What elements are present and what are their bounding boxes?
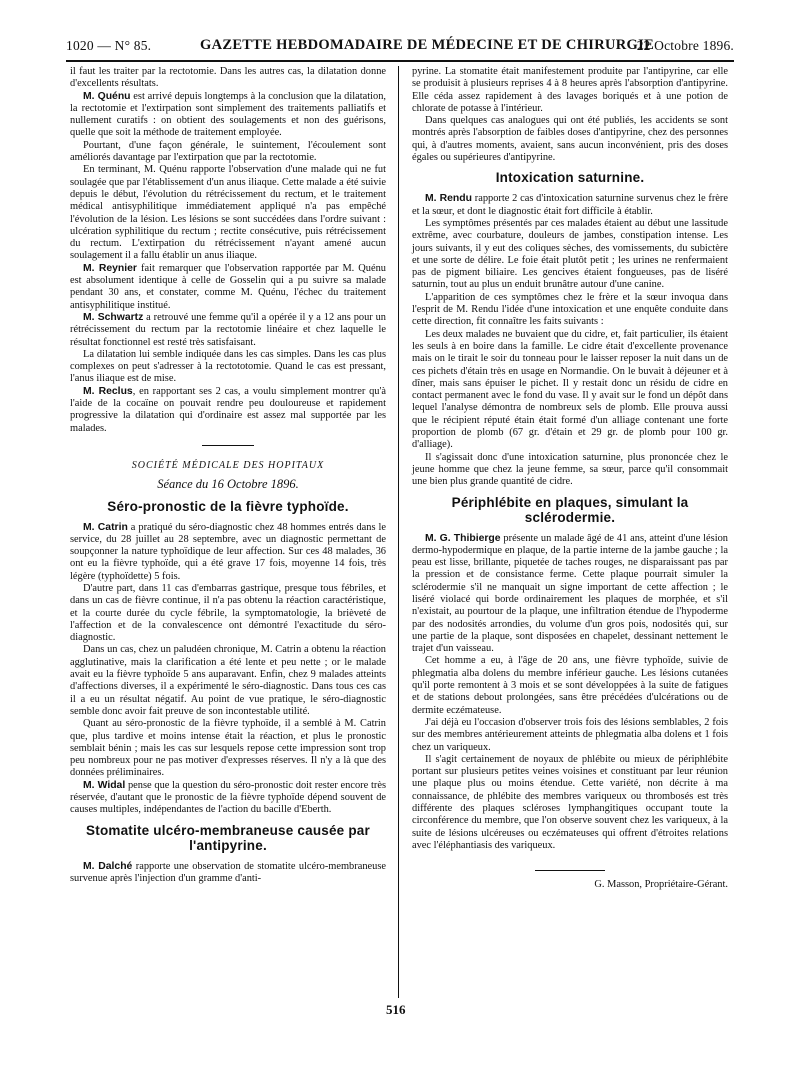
speaker-name: M. G. Thibierge: [425, 532, 501, 544]
paragraph-text: a retrouvé une femme qu'il a opérée il y a 12 ans pour un rétrécissement du rectum par la rectotomie linéaire et chez laquelle le résultat fonctionnel est resté très satisfaisant.: [70, 311, 386, 348]
paragraph: J'ai déjà eu l'occasion d'observer trois fois des lésions semblables, 2 fois sur des membres antérieurement atteints de phlegmatia alba dolens et 1 fois chez un variqueux.: [412, 716, 728, 753]
paragraph: [70, 386, 386, 435]
society-heading: SOCIÉTÉ MÉDICALE DES HOPITAUX: [131, 459, 325, 471]
paragraph: [70, 312, 386, 349]
speaker-name: M. Widal: [83, 779, 126, 791]
speaker-name: M. Reclus: [83, 385, 133, 397]
paragraph-text: rapporte une observation de stomatite ulcéro-membraneuse survenue après l'injection d'un gramme d'anti-: [70, 860, 386, 884]
page-reference: 1020 — N° 85.: [66, 38, 152, 53]
paragraph-text: présente un malade âgé de 41 ans, atteint d'une lésion dermo-hypodermique en plaque, de la partie interne de la jambe gauche ; la peau est lisse, brillante, piquetée de taches rouges, ne disparaissant pas par la pression et de consistance ferme. Cette plaque pourrait simuler la sclérodermie s'il ne manquait un signe important de cette affection ; le liséré violacé qui borde ordinairement les plaques de morphée, et s'il n'existait, au pourtour de la plaque, une infiltration étendue de l'hypoderme par des nodosités arrondies, du volume d'un gros pois, nodosités qui, sur une partie de la plaque, sont disposées en chapelet, dessinant nettement le trajet d'un vaisseau.: [412, 532, 728, 655]
paragraph: D'autre part, dans 11 cas d'embarras gastrique, presque tous fébriles, et dans un cas de fièvre continue, il n'a pas obtenu la réaction caractéristique, et la courte durée du cycle fébrile, la symptomatologie, la brièveté de l'affection et de la convalescence ont démontré l'exactitude du séro-diagnostic.: [70, 582, 386, 644]
paragraph: [412, 533, 728, 656]
paragraph-text: fait remarquer que l'observation rapportée par M. Quénu est absolument identique à celle de Gosselin qui a pu suivre sa malade pendant 30 ans, et constater, comme M. Quénu, l'échec du traitement antisyphilitique institué.: [70, 262, 387, 311]
paragraph: pyrine. La stomatite était manifestement produite par l'antipyrine, car elle se produisit à plusieurs reprises 4 à 8 heures après l'absorption d'antipyrine. Elle céda assez rapidement à des lavages boriqués et à une potion de chlorate de potasse à l'intérieur.: [412, 66, 728, 114]
running-header: [66, 36, 734, 58]
section-separator: [202, 445, 254, 446]
paragraph: [70, 91, 386, 140]
section-heading: Intoxication saturnine.: [495, 170, 645, 186]
publisher-signature: G. Masson, Propriétaire-Gérant.: [594, 879, 728, 891]
column-divider: [398, 66, 399, 998]
header-rule: [66, 60, 734, 62]
speaker-name: M. Quénu: [83, 90, 131, 102]
paragraph: L'apparition de ces symptômes chez le frère et la sœur invoqua dans l'esprit de M. Rendu l'idée d'une intoxication et une enquête conduite dans cette direction, fit connaître les faits suivants :: [412, 291, 728, 328]
section-heading: Stomatite ulcéro-membraneuse causée par l'antipyrine.: [86, 822, 370, 853]
paragraph: [70, 861, 386, 886]
page-number: 516: [386, 1002, 406, 1017]
paragraph: [70, 263, 386, 312]
section-heading: Périphlébite en plaques, simulant la sclérodermie.: [451, 494, 689, 525]
issue-date: 22 Octobre 1896.: [636, 38, 734, 53]
section-heading: Séro-pronostic de la fièvre typhoïde.: [107, 498, 349, 514]
speaker-name: M. Catrin: [83, 521, 128, 533]
paragraph: [412, 193, 728, 218]
right-column: [412, 66, 728, 892]
speaker-name: M. Reynier: [83, 262, 137, 274]
speaker-name: M. Rendu: [425, 193, 472, 205]
paragraph-text: , en rapportant ses 2 cas, a voulu simplement montrer qu'à l'aide de la cocaïne on pouvait rendre peu douloureuse et rapidement progressive la dilatation qui d'ordinaire est assez mal supportée par les malades.: [70, 385, 386, 434]
left-column: [70, 66, 386, 885]
paragraph: En terminant, M. Quénu rapporte l'observation d'une malade qui ne fut soulagée que par l'établissement d'un anus iliaque. Cette malade a été suivie depuis le début, l'évolution du rétrécissement du rectum, et le traitement médical antisyphilitique immédiatement appliqué n'a pas empêché l'évolution de la lésion. Les lésions se sont succédées dans l'ordre suivant : ulcération syphilitique du rectum ; rectite consécutive, puis rétrécissement du rectum. L'extirpation du rétrécissement n'ayant amené aucun soulagement il a fallu établir un anus iliaque.: [70, 164, 386, 262]
paragraph: Les deux malades ne buvaient que du cidre, et, fait particulier, ils étaient les seuls à en boire dans la famille. Le cidre était d'excellente provenance mais on le tirait le soir du tonneau pour le laisser reposer la nuit dans un de ces pichets d'étain très en usage en Normandie. On le buvait à déjeuner et à dîner, mais sans épuiser le pichet. Il y restait donc un résidu de cidre en contact permanent avec le fond du vase. Il y avait sur le fond un dépôt dans lequel l'analyse démontra de nombreux sels de plomb. Elle prouva aussi que le récipient réputé étain était formé d'un alliage contenant une forte proportion de plomb (67 gr. d'étain et 29 gr. de plomb pour 100 gr. d'alliage).: [412, 328, 728, 451]
paragraph: Dans quelques cas analogues qui ont été publiés, les accidents se sont montrés après l'absorption de faibles doses d'antipyrine, chez des personnes qui, à d'autres moments, avaient, sans aucun inconvénient, pris des doses égales ou supérieures d'antipyrine.: [412, 115, 728, 164]
paragraph: Les symptômes présentés par ces malades étaient au début une lassitude extrême, avec courbature, douleurs de jambes, constipation intense. Les jours suivants, il y eut des coliques sèches, des vomissements, du subictère et une sorte de délire. Le foie était plutôt petit ; les urines ne renfermaient pas de pigment biliaire. Les gencives étaient fongueuses, pas de liséré saturnin, tout au plus un enduit brunâtre autour d'une canine.: [412, 217, 728, 291]
session-date: Séance du 16 Octobre 1896.: [157, 477, 299, 492]
paragraph: Quant au séro-pronostic de la fièvre typhoïde, il a semblé à M. Catrin que, plus tardive et moins intense était la réaction, et plus le pronostic semblait bénin ; mais les cas sur lesquels repose cette impression sont trop peu nombreux pour ne pas motiver d'expresses réserves. Il n'y a là que des données préliminaires.: [70, 718, 386, 779]
paragraph-text: est arrivé depuis longtemps à la conclusion que la dilatation, la rectotomie et l'extirpation sont simplement des traitements palliatifs et nullement curatifs : on obtient des soulagements et non des guérisons, quelle que soit la méthode de traitement employée.: [70, 90, 386, 139]
paragraph: Pourtant, d'une façon générale, le suintement, l'écoulement sont améliorés davantage par l'extirpation que par la rectotomie.: [70, 139, 386, 164]
speaker-name: M. Schwartz: [83, 311, 144, 323]
journal-title: GAZETTE HEBDOMADAIRE DE MÉDECINE ET DE CHIRURGIE: [200, 37, 655, 53]
signature-rule: [535, 870, 605, 871]
paragraph-text: rapporte 2 cas d'intoxication saturnine survenus chez le frère et la sœur, et dont le diagnostic était fort difficile à établir.: [412, 193, 728, 217]
paragraph: La dilatation lui semble indiquée dans les cas simples. Dans les cas plus complexes on peut s'adresser à la rectototomie. Quand le cas est pressant, l'anus iliaque est de mise.: [70, 348, 386, 385]
paragraph-text: a pratiqué du séro-diagnostic chez 48 hommes entrés dans le service, du 28 juillet au 28 septembre, avec un diagnostic permettant de soupçonner la nature typhoïdique de leur affection. Sur ces 48 malades, 36 ont eu la fièvre typhoïde, qui a été grave 17 fois, moyenne 14 fois, très légère (typhoïdette) 5 fois.: [70, 521, 386, 582]
paragraph: [70, 780, 386, 817]
paragraph: Cet homme a eu, à l'âge de 20 ans, une fièvre typhoïde, suivie de phlegmatia alba dolens du membre inférieur gauche. Les lésions cutanées qu'il porte remontent à 3 mois et se sont développées à la suite de fatigues et de stations debout prolongées, sans être précédées d'ulcérations ou de dermite eczémateuse.: [412, 655, 728, 716]
paragraph: Il s'agissait donc d'une intoxication saturnine, plus prononcée chez le jeune homme que chez la jeune femme, sa sœur, parce qu'il consommait une bien plus grande quantité de cidre.: [412, 451, 728, 488]
paragraph: Dans un cas, chez un paludéen chronique, M. Catrin a obtenu la réaction agglutinative, mais la clarification a été lente et peu nette ; or le malade avait eu la fièvre typhoïde 5 ans auparavant. Enfin, chez 9 malades atteints d'affections diverses, il a expérimenté le séro-diagnostic. Dans tous ces cas il a eu un résultat négatif. Au point de vue pratique, le séro-diagnostic semble donc avoir fait preuve de son incontestable utilité.: [70, 644, 386, 717]
paragraph-text: pense que la question du séro-pronostic doit rester encore très réservée, d'autant que le pronostic de la fièvre typhoïde dépend souvent de causes multiples, indépendantes de l'action du bacille d'Eberth.: [70, 779, 387, 816]
paragraph: [70, 522, 386, 583]
paragraph: Il s'agit certainement de noyaux de phlébite ou mieux de périphlébite portant sur plusieurs petites veines voisines et constituant par leur réunion une plaque plus ou moins étendue. Cette variété, non décrite à ma connaissance, de phlébite des membres variqueux ou thrombosés est très différente des plaques scléroses lymphangitiques occupant toute la circonférence du membre, que l'on observe souvent chez les variqueux, à la suite de lésions ulcéreuses ou eczémateuses qui offrent d'étroites relations avec l'éléphantiasis des variqueux.: [412, 753, 728, 851]
paragraph: il faut les traiter par la rectotomie. Dans les autres cas, la dilatation donne d'excellents résultats.: [70, 66, 386, 90]
speaker-name: M. Dalché: [83, 860, 133, 872]
